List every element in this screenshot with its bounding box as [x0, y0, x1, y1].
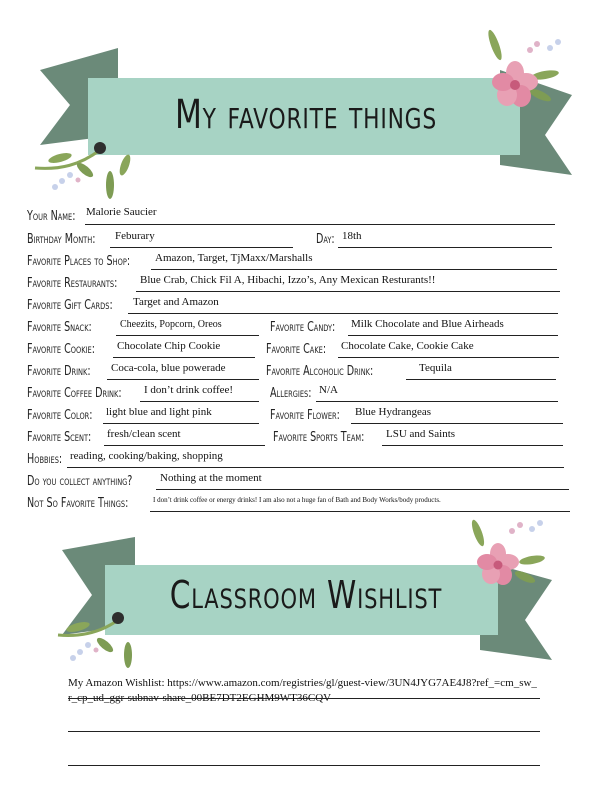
field-underline [338, 247, 552, 248]
field-underline [107, 379, 259, 380]
wishlist-text[interactable]: My Amazon Wishlist: https://www.amazon.com/registries/gl/guest-view/3UN4JYG7AE4J8?ref_=cm_sw_r_cp_ud_ggr-subnav-share_00BE7DT2EGHM9WT36CQV [68, 677, 537, 704]
field-label: Favorite Coffee Drink: [27, 386, 122, 401]
field-underline [151, 269, 557, 270]
field-gift-cards [27, 294, 562, 314]
field-flower [270, 404, 565, 424]
field-underline [351, 423, 563, 424]
field-hobbies [27, 448, 567, 468]
field-value[interactable]: light blue and light pink [106, 406, 212, 418]
field-label: Day: [316, 232, 335, 247]
field-value[interactable]: 18th [342, 230, 362, 242]
field-label: Do you collect anything? [27, 474, 133, 489]
field-underline [156, 489, 569, 490]
page-title: My favorite things [174, 92, 438, 138]
field-coffee-drink [27, 382, 262, 402]
field-underline [67, 467, 564, 468]
field-value[interactable]: I don’t drink coffee! [144, 384, 234, 396]
field-candy [270, 316, 560, 336]
field-value[interactable]: Chocolate Chip Cookie [117, 340, 221, 352]
field-value[interactable]: Milk Chocolate and Blue Airheads [351, 318, 504, 330]
field-your-name [27, 205, 557, 225]
field-underline [348, 335, 558, 336]
field-label: Birthday Month: [27, 232, 96, 247]
field-label: Hobbies: [27, 452, 63, 467]
field-label: Favorite Gift Cards: [27, 298, 113, 313]
field-underline [110, 247, 293, 248]
field-value[interactable]: N/A [319, 384, 338, 396]
field-value[interactable]: fresh/clean scent [107, 428, 181, 440]
field-snack [27, 316, 262, 336]
field-value[interactable]: Amazon, Target, TjMaxx/Marshalls [155, 252, 313, 264]
field-underline [116, 335, 259, 336]
field-value[interactable]: LSU and Saints [386, 428, 456, 440]
field-label: Your Name: [27, 209, 76, 224]
field-underline [338, 357, 559, 358]
field-label: Favorite Drink: [27, 364, 91, 379]
field-label: Allergies: [270, 386, 312, 401]
field-birthday-month [27, 228, 307, 248]
field-value[interactable]: Tequila [419, 362, 452, 374]
field-color [27, 404, 262, 424]
field-value[interactable]: Nothing at the moment [160, 472, 262, 484]
field-underline [316, 401, 558, 402]
field-underline [103, 423, 259, 424]
field-underline [85, 224, 555, 225]
field-cake [266, 338, 561, 358]
field-label: Not So Favorite Things: [27, 496, 129, 511]
field-label: Favorite Restaurants: [27, 276, 118, 291]
field-allergies [270, 382, 560, 402]
field-underline [128, 313, 558, 314]
field-label: Favorite Color: [27, 408, 93, 423]
field-drink [27, 360, 262, 380]
field-underline [104, 445, 265, 446]
field-underline [140, 401, 259, 402]
field-value[interactable]: Target and Amazon [133, 296, 219, 308]
field-value[interactable]: Chocolate Cake, Cookie Cake [341, 340, 474, 352]
field-value[interactable]: Cheezits, Popcorn, Oreos [120, 319, 222, 330]
wishlist-line-3 [68, 765, 540, 766]
field-label: Favorite Alcoholic Drink: [266, 364, 374, 379]
field-label: Favorite Sports Team: [273, 430, 365, 445]
field-label: Favorite Scent: [27, 430, 92, 445]
field-value[interactable]: reading, cooking/baking, shopping [70, 450, 223, 462]
field-label: Favorite Cookie: [27, 342, 95, 357]
field-value[interactable]: Coca-cola, blue powerade [111, 362, 226, 374]
field-restaurants [27, 272, 562, 292]
field-scent [27, 426, 267, 446]
field-underline [382, 445, 563, 446]
field-underline [113, 357, 255, 358]
field-value[interactable]: Feburary [115, 230, 155, 242]
field-value[interactable]: Blue Hydrangeas [355, 406, 432, 418]
wishlist-line-2 [68, 731, 540, 732]
field-underline [406, 379, 556, 380]
field-day [316, 228, 556, 248]
field-underline [136, 291, 560, 292]
field-value[interactable]: I don’t drink coffee or energy drinks! I am also not a huge fan of Bath and Body Works/body products. [153, 496, 441, 504]
field-cookie [27, 338, 262, 358]
field-sports-team [273, 426, 565, 446]
field-label: Favorite Cake: [266, 342, 327, 357]
field-alcoholic-drink [266, 360, 561, 380]
wishlist-title: Classroom Wishlist [169, 573, 443, 617]
field-value[interactable]: Blue Crab, Chick Fil A, Hibachi, Izzo’s, Any Mexican Resturants!! [140, 274, 436, 286]
field-collect [27, 470, 572, 490]
field-value[interactable]: Malorie Saucier [86, 206, 157, 218]
field-label: Favorite Snack: [27, 320, 92, 335]
field-label: Favorite Flower: [270, 408, 340, 423]
field-label: Favorite Candy: [270, 320, 336, 335]
field-label: Favorite Places to Shop: [27, 254, 131, 269]
field-places-to-shop [27, 250, 557, 270]
wishlist-line-1 [68, 698, 540, 699]
